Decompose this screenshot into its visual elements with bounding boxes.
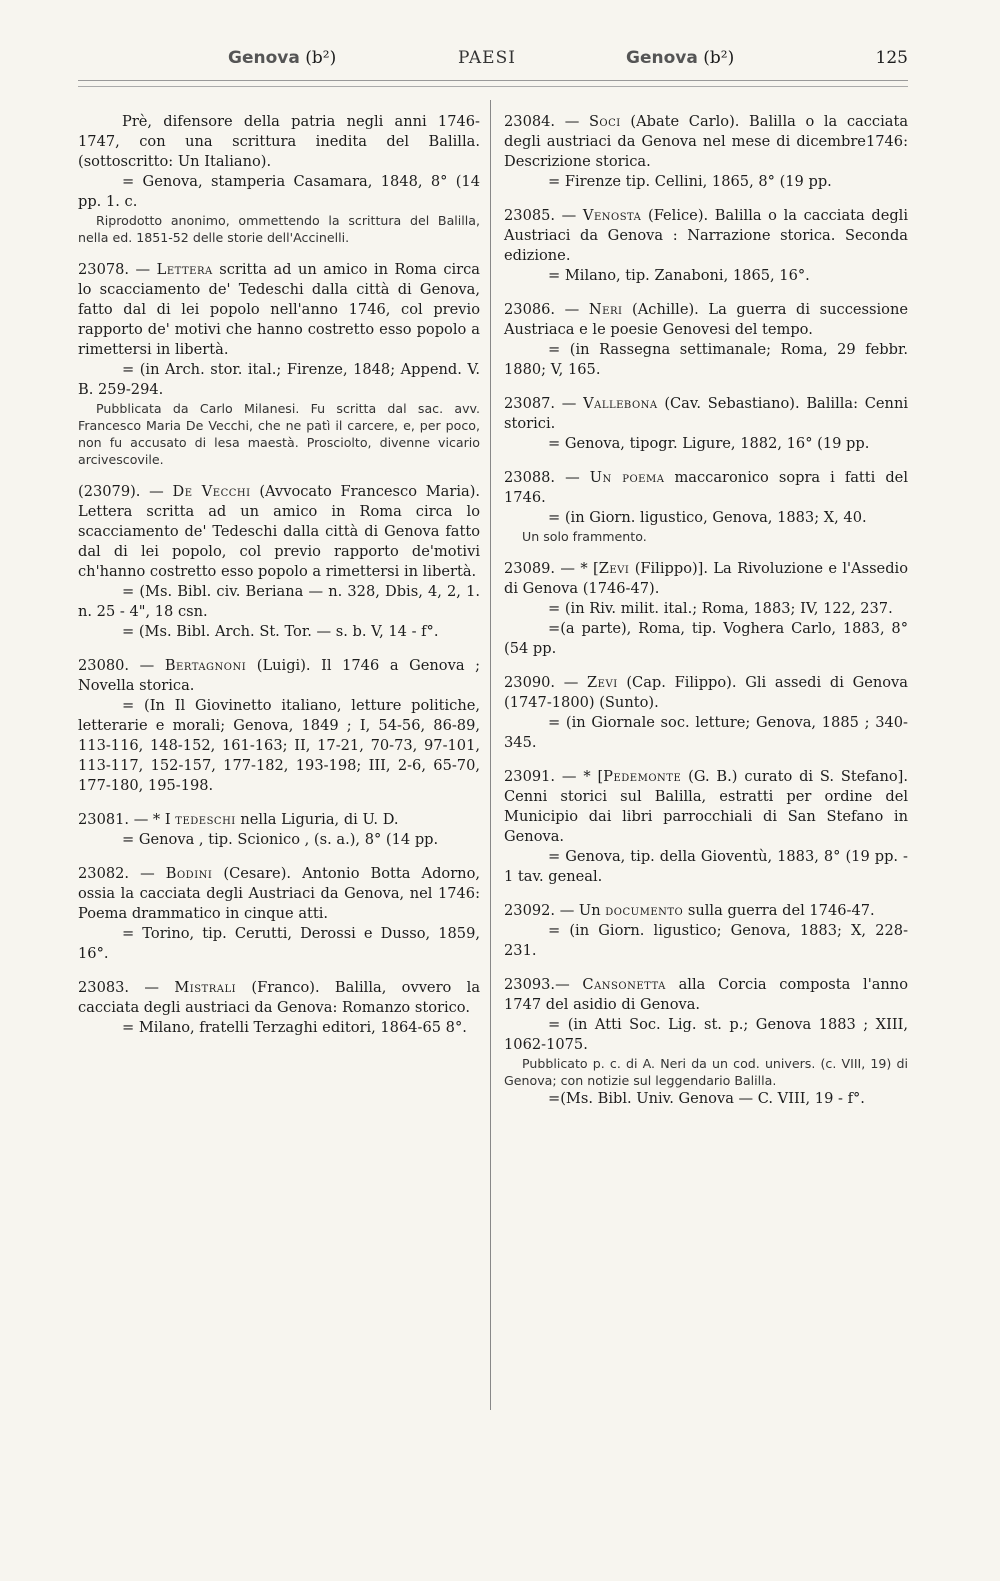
entry-note: Pubblicato p. c. di A. Neri da un cod. univers. (c. VIII, 19) di Genova; con notizie sul leggendario Balilla. [504,1056,908,1088]
entry-23083 [78,978,480,1038]
entry-text: 23084. — Soci (Abate Carlo). Balilla o la cacciata degli austriaci da Genova nel mese di dicembre1746: Descrizione storica. [504,113,909,170]
entry-note: Un solo frammento. [522,529,647,544]
entry-text: 23089. — * [Zevi (Filippo)]. La Rivoluzione e l'Assedio di Genova (1746-47). [504,560,908,597]
column-divider [490,100,491,1410]
header-rule-double [78,86,908,87]
entry-pub: =(a parte), Roma, tip. Voghera Carlo, 1883, 8° (54 pp. [504,620,908,657]
entry-23078 [78,260,480,468]
entry-pub: = (in Rassegna settimanale; Roma, 29 febbr. 1880; V, 165. [504,341,908,378]
entry-pub: = (in Atti Soc. Lig. st. p.; Genova 1883 ; XIII, 1062-1075. [504,1016,908,1053]
entry-text: 23086. — Neri (Achille). La guerra di successione Austriaca e le poesie Genovesi del tempo. [504,301,909,338]
entry-pub: = Firenze tip. Cellini, 1865, 8° (19 pp. [548,173,832,190]
entry-pub: = Genova, tipogr. Ligure, 1882, 16° (19 pp. [548,435,870,452]
header-rule [78,80,908,81]
entry-23085 [504,206,908,286]
entry-text: 23090. — Zevi (Cap. Filippo). Gli assedi di Genova (1747-1800) (Sunto). [504,674,908,711]
entry-text: 23080. — Bertagnoni (Luigi). Il 1746 a Genova ; Novella storica. [78,657,481,694]
entry-text: 23083. — Mistrali (Franco). Balilla, ovvero la cacciata degli austriaci da Genova: Romanzo storico. [78,979,481,1016]
entry-23080 [78,656,480,796]
entry-text: 23082. — Bodini (Cesare). Antonio Botta Adorno, ossia la cacciata degli Austriaci da Genova, nel 1746: Poema drammatico in cinque atti. [78,865,480,922]
entry-pub: = (Ms. Bibl. civ. Beriana — n. 328, Dbis, 4, 2, 1. n. 25 - 4", 18 csn. [78,583,480,620]
entry-text: 23085. — Venosta (Felice). Balilla o la cacciata degli Austriaci da Genova : Narrazione storica. Seconda edizione. [504,207,909,264]
entry-23087 [504,394,908,454]
entry-pub: = Genova, tip. della Gioventù, 1883, 8° (19 pp. - 1 tav. geneal. [504,848,908,885]
entry-text: (23079). — De Vecchi (Avvocato Francesco Maria). Lettera scritta ad un amico in Roma circa lo scacciamento de' Tedeschi dalla città di Genova fatto dal di lei popolo, col previo rapporto de'motivi ch'hanno costretto esso popolo a rimettersi in libertà. [78,483,481,580]
entry-23082 [78,864,480,964]
entry-pub: = Milano, fratelli Terzaghi editori, 1864-65 8°. [122,1019,467,1036]
entry-23089 [504,559,908,659]
entry-text: 23081. — * I tedeschi nella Liguria, di U. D. [78,811,399,828]
header-center: PAESI [458,48,516,68]
entry-23088 [504,468,908,545]
entry-text: Prè, difensore della patria negli anni 1746-1747, con una scrittura inedita del Balilla. (sottoscritto: Un Italiano). [78,113,480,170]
header-right: Genova (b²) [626,48,735,68]
entry-text: 23091. — * [Pedemonte (G. B.) curato di S. Stefano]. Cenni storici sul Balilla, estratti per ordine del Municipio dai libri parrocchiali di San Stefano in Genova. [504,768,908,845]
entry-pub: = (In Il Giovinetto italiano, letture politiche, letterarie e morali; Genova, 1849 ; I, 54-56, 86-89, 113-116, 148-152, 161-163; II, 17-21, 70-73, 97-101, 113-117, 152-157, 177-182, 193-198; III, 2-6, 65-70, 177-180, 195-198. [78,697,480,794]
entry-pub: = Genova , tip. Scionico , (s. a.), 8° (14 pp. [122,831,439,848]
page-number: 125 [875,48,908,68]
entry-text: 23078. — Lettera scritta ad un amico in Roma circa lo scacciamento de' Tedeschi dalla città di Genova, fatto dal di lei popolo nell'anno 1746, col previo rapporto de' motivi che hanno costretto esso popolo a rimettersi in libertà. [78,261,481,358]
entry-pub: =(Ms. Bibl. Univ. Genova — C. VIII, 19 - f°. [548,1090,865,1107]
header-left: Genova (b²) [228,48,337,68]
entry-pub: = (Ms. Bibl. Arch. St. Tor. — s. b. V, 14 - f°. [122,623,439,640]
entry-23079 [78,482,480,642]
entry-text: 23087. — Vallebona (Cav. Sebastiano). Balilla: Cenni storici. [504,395,909,432]
entry-note: Riprodotto anonimo, ommettendo la scrittura del Balilla, nella ed. 1851-52 delle storie dell'Accinelli. [78,213,480,245]
entry-note: Pubblicata da Carlo Milanesi. Fu scritta dal sac. avv. Francesco Maria De Vecchi, che ne patì il carcere, e, per poco, non fu accusato di lesa maestà. Prosciolto, divenne vicario arcivescovile. [78,401,480,467]
entry-23090 [504,673,908,753]
entry-pub: = Genova, stamperia Casamara, 1848, 8° (14 pp. 1. c. [78,173,480,210]
entry-text: 23088. — Un poema maccaronico sopra i fatti del 1746. [504,469,908,506]
entry-pub: = (in Giorn. ligustico, Genova, 1883; X, 40. [548,509,867,526]
right-column [504,112,908,1123]
entry-23081 [78,810,480,850]
entry-pub: = Milano, tip. Zanaboni, 1865, 16°. [548,267,810,284]
entry-pub: = (in Giornale soc. letture; Genova, 1885 ; 340-345. [504,714,908,751]
entry-pub: = (in Arch. stor. ital.; Firenze, 1848; Append. V. B. 259-294. [78,361,480,398]
running-header [78,48,908,78]
left-column [78,112,480,1052]
entry-23086 [504,300,908,380]
entry-23091 [504,767,908,887]
entry-23092 [504,901,908,961]
entry-text: 23093.— Cansonetta alla Corcia composta l'anno 1747 del asidio di Genova. [504,976,908,1013]
entry-pub: = Torino, tip. Cerutti, Derossi e Dusso, 1859, 16°. [78,925,480,962]
entry-pub: = (in Riv. milit. ital.; Roma, 1883; IV, 122, 237. [548,600,893,617]
entry-intro [78,112,480,246]
entry-text: 23092. — Un documento sulla guerra del 1746-47. [504,902,875,919]
entry-23093 [504,975,908,1109]
entry-pub: = (in Giorn. ligustico; Genova, 1883; X, 228-231. [504,922,908,959]
entry-23084 [504,112,908,192]
